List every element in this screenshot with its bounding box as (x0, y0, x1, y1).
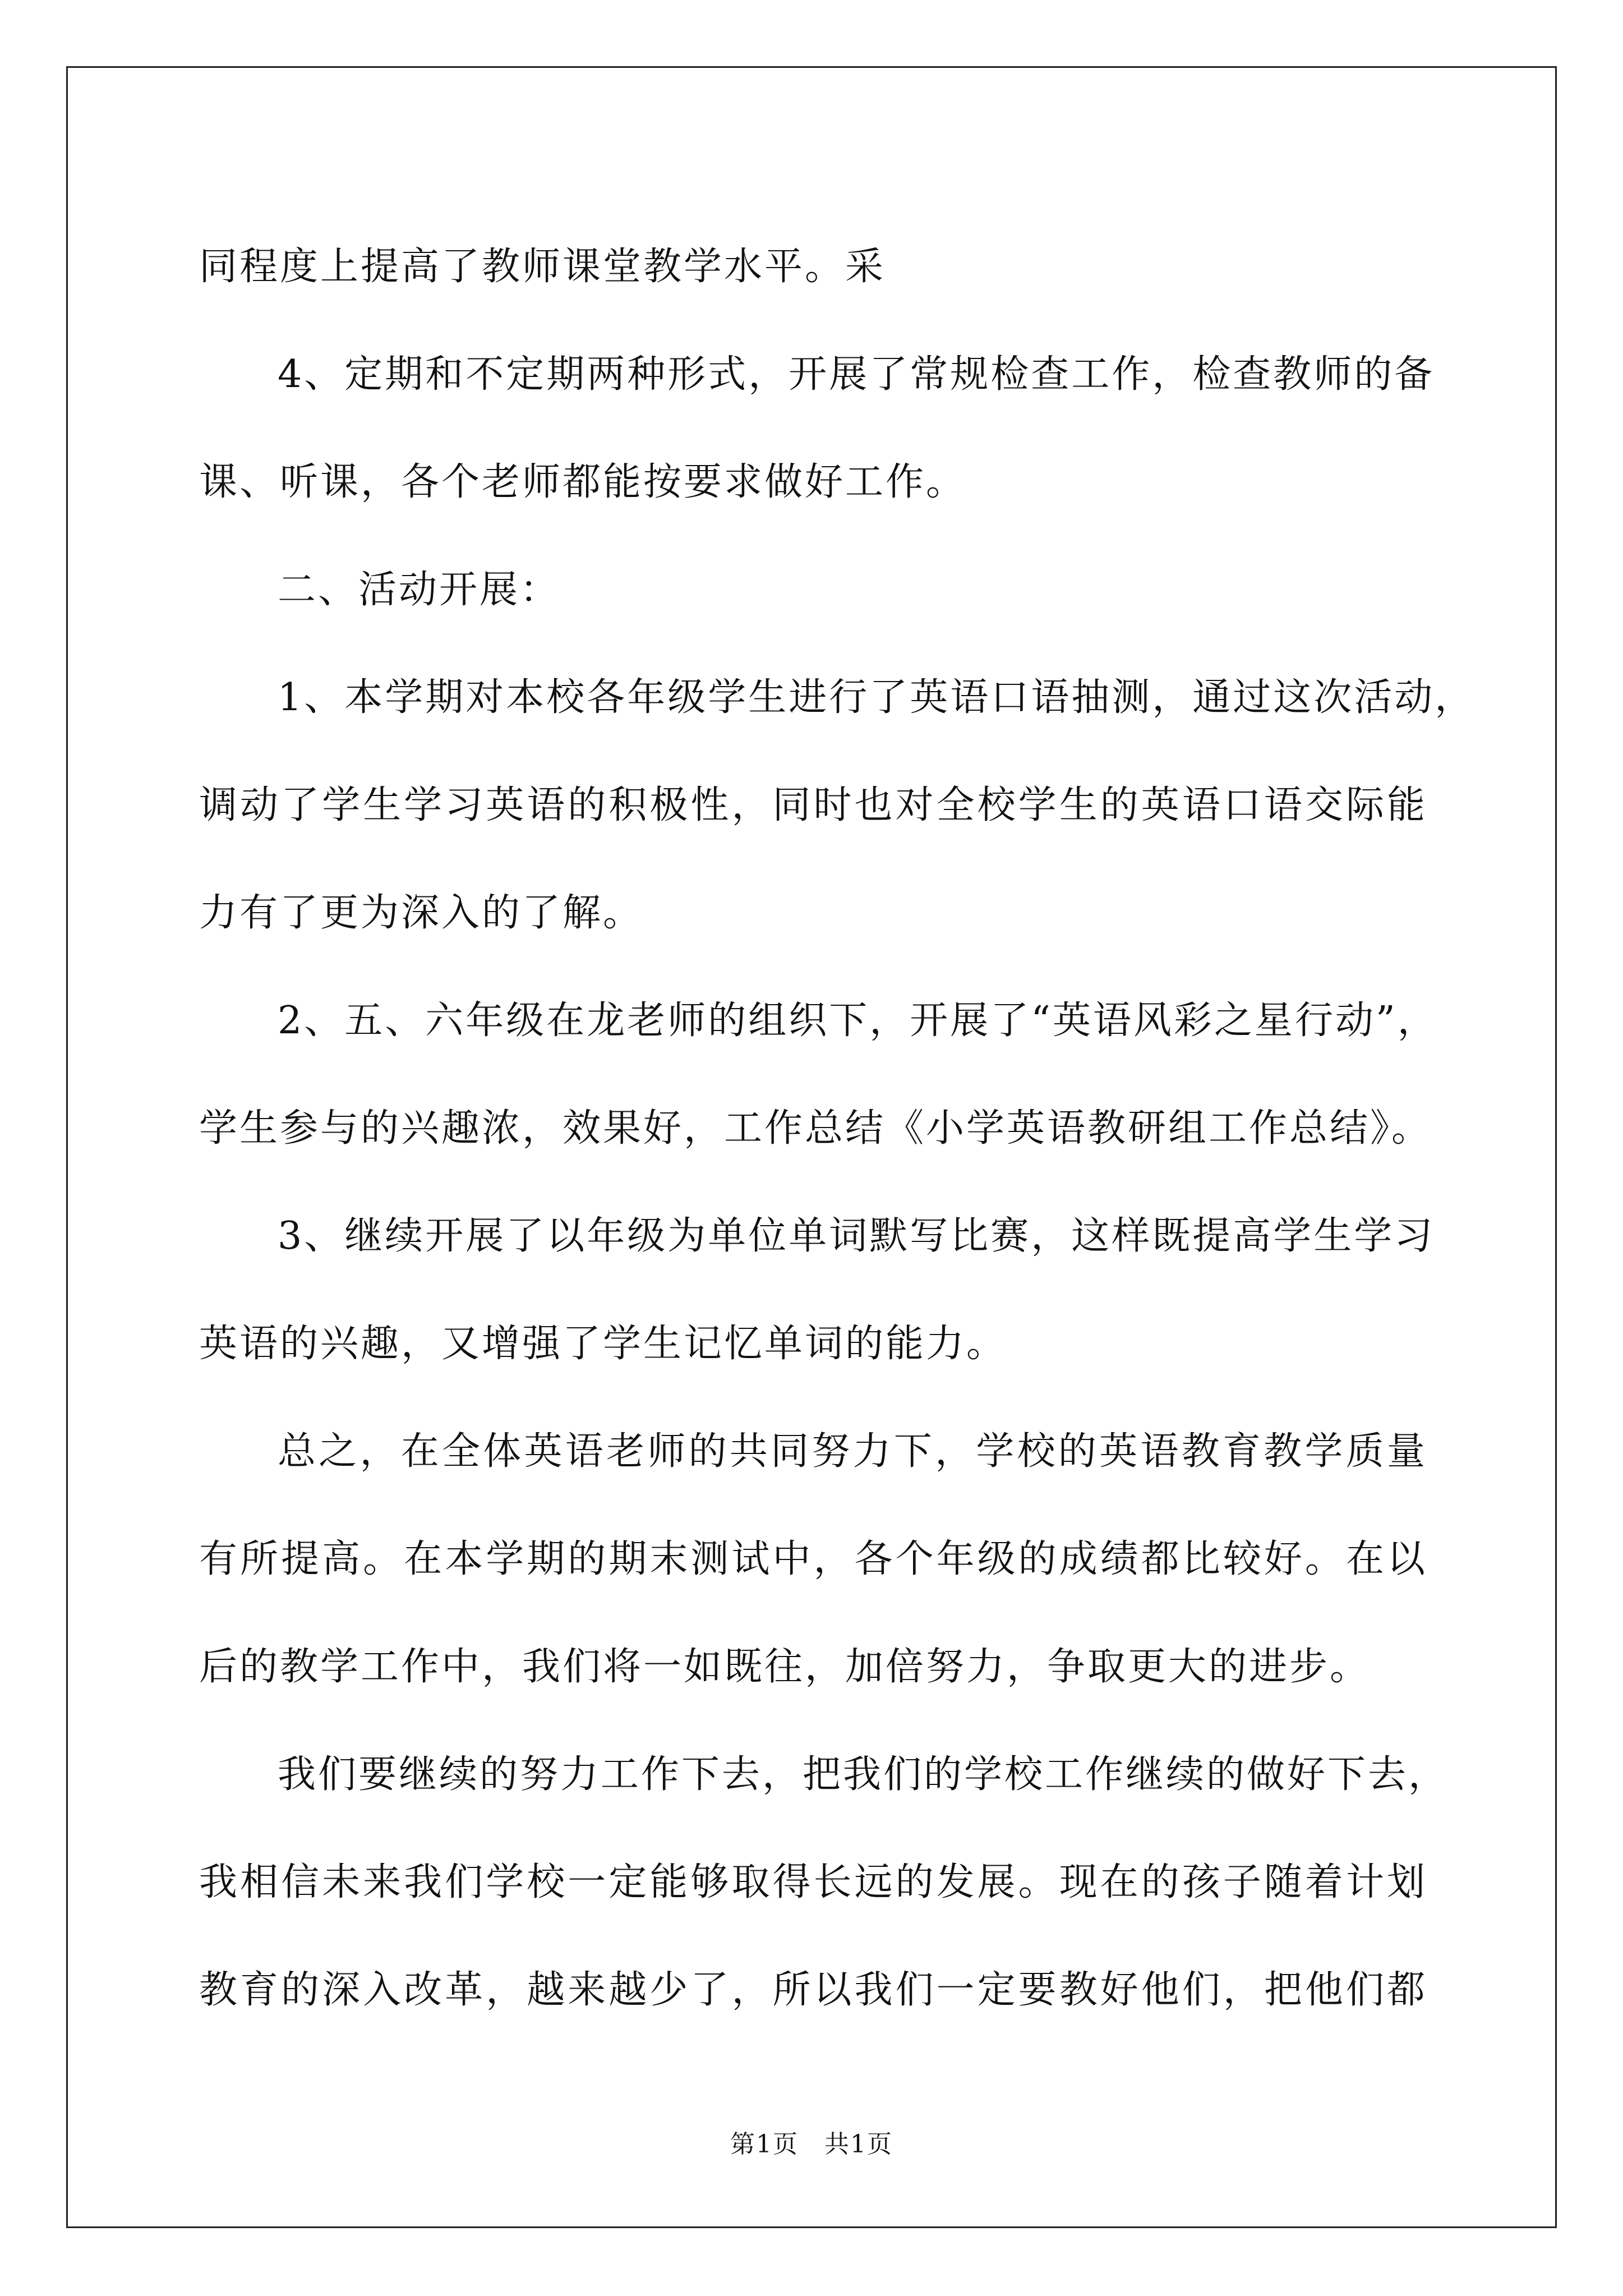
text-line: 课、听课，各个老师都能按要求做好工作。 (199, 460, 967, 504)
text-line: 教育的深入改革，越来越少了，所以我们一定要教好他们，把他们都 (199, 1968, 1427, 2012)
page-number: 第1页 共1页 (730, 2130, 893, 2159)
text-line: 调动了学生学习英语的积极性，同时也对全校学生的英语口语交际能 (199, 783, 1427, 827)
text-line: 同程度上提高了教师课堂教学水平。采 (199, 245, 886, 289)
text-line: 1、本学期对本校各年级学生进行了英语口语抽测，通过这次活动， (278, 675, 1476, 720)
text-line: 学生参与的兴趣浓，效果好，工作总结《小学英语教研组工作总结》。 (199, 1106, 1432, 1151)
text-line: 4、定期和不定期两种形式，开展了常规检查工作，检查教师的备 (278, 352, 1435, 397)
section-heading: 二、活动开展： (278, 568, 561, 612)
document-body (199, 213, 1476, 2044)
text-line: 有所提高。在本学期的期末测试中，各个年级的成绩都比较好。在以 (199, 1537, 1427, 1581)
text-line: 英语的兴趣，又增强了学生记忆单词的能力。 (199, 1322, 1007, 1366)
text-line: 我相信未来我们学校一定能够取得长远的发展。现在的孩子随着计划 (199, 1860, 1427, 1904)
text-line: 力有了更为深入的了解。 (199, 891, 644, 935)
text-line: 3、继续开展了以年级为单位单词默写比赛，这样既提高学生学习 (278, 1214, 1435, 1258)
text-line: 我们要继续的努力工作下去，把我们的学校工作继续的做好下去， (278, 1752, 1449, 1797)
text-line: 2、五、六年级在龙老师的组织下，开展了“英语风彩之星行动”， (278, 999, 1438, 1043)
text-line: 总之，在全体英语老师的共同努力下，学校的英语教育教学质量 (278, 1429, 1427, 1474)
text-line: 后的教学工作中，我们将一如既往，加倍努力，争取更大的进步。 (199, 1645, 1371, 1689)
